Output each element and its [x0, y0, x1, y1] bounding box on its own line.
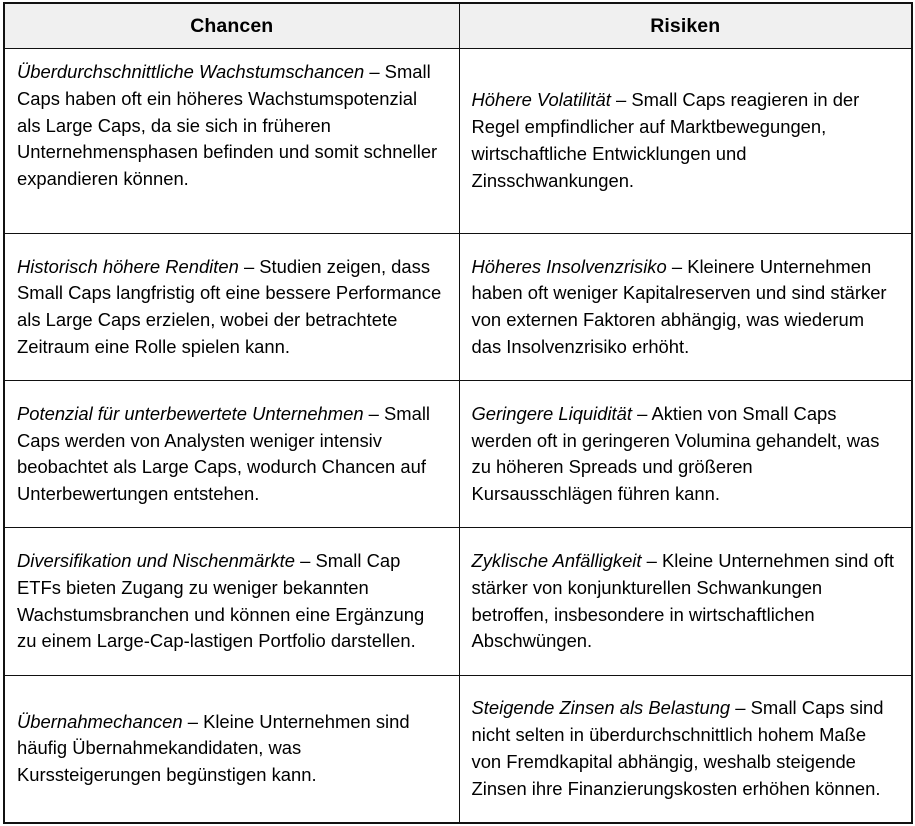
chancen-risiken-table	[3, 2, 913, 824]
chance-cell	[4, 233, 459, 380]
chance-cell	[4, 675, 459, 823]
risk-lead: Höheres Insolvenzrisiko	[471, 255, 667, 277]
risk-cell	[459, 528, 912, 675]
risk-cell	[459, 675, 912, 823]
column-header-risiken: Risiken	[459, 3, 912, 49]
risk-separator: –	[610, 89, 632, 111]
risk-separator: –	[641, 549, 662, 571]
table-row	[4, 675, 912, 823]
chance-separator: –	[295, 549, 316, 571]
chance-lead: Historisch höhere Renditen	[17, 255, 239, 277]
risk-body: Small Caps sind nicht selten in überdurchschnittlich hohem Maße von Fremdkapital abhängig, weshalb steigende Zinsen ihre Finanzierungskosten erhöhen können.	[471, 697, 884, 799]
chance-cell	[4, 528, 459, 675]
chance-separator: –	[182, 710, 204, 732]
chance-body: Small Caps werden von Analysten weniger intensiv beobachtet als Large Caps, wodurch Chancen auf Unterbewertungen entstehen.	[17, 402, 431, 505]
chance-body: Kleine Unternehmen sind häufig Übernahmekandidaten, was Kurssteigerungen begünstigen kann.	[17, 710, 410, 786]
chance-lead: Überdurchschnittliche Wachstumschancen	[17, 61, 365, 82]
chance-cell	[4, 49, 459, 234]
chance-lead: Diversifikation und Nischenmärkte	[17, 549, 296, 571]
risk-separator: –	[666, 255, 688, 277]
risk-cell	[459, 49, 912, 234]
chance-body: Studien zeigen, dass Small Caps langfristig oft eine bessere Performance als Large Caps erzielen, wobei der betrachtete Zeitraum eine Rolle spielen kann.	[17, 255, 442, 357]
risk-body: Aktien von Small Caps werden oft in geringeren Volumina gehandelt, was zu höheren Spreads und größeren Kursausschlägen führen kann.	[471, 402, 880, 505]
risk-lead: Zyklische Anfälligkeit	[471, 549, 642, 571]
chance-lead: Übernahmechancen	[17, 710, 183, 732]
risk-body: Kleine Unternehmen sind oft stärker von konjunkturellen Schwankungen betroffen, insbesondere in wirtschaftlichen Abschwüngen.	[471, 549, 895, 652]
table-row	[4, 381, 912, 528]
risk-separator: –	[730, 697, 751, 719]
risk-cell	[459, 381, 912, 528]
risk-separator: –	[632, 402, 652, 424]
chance-body: Small Cap ETFs bieten Zugang zu weniger bekannten Wachstumsbranchen und können eine Ergänzung zu einem Large-Cap-lastigen Portfolio darstellen.	[17, 549, 425, 652]
table-header	[4, 3, 912, 49]
risk-body: Small Caps reagieren in der Regel empfindlicher auf Marktbewegungen, wirtschaftliche Entwicklungen und Zinsschwankungen.	[471, 89, 860, 191]
chance-separator: –	[364, 61, 385, 82]
chance-cell	[4, 381, 459, 528]
table-row	[4, 233, 912, 380]
chance-separator: –	[238, 255, 260, 277]
risk-body: Kleinere Unternehmen haben oft weniger Kapitalreserven und sind stärker von externen Faktoren abhängig, was wiederum das Insolvenzrisiko erhöht.	[471, 255, 887, 357]
header-row	[4, 3, 912, 49]
risk-lead: Geringere Liquidität	[471, 402, 633, 424]
risk-lead: Höhere Volatilität	[471, 89, 611, 111]
table-body	[4, 49, 912, 824]
risk-cell	[459, 233, 912, 380]
table-row	[4, 528, 912, 675]
chance-body: Small Caps haben oft ein höheres Wachstumspotenzial als Large Caps, da sie sich in früheren Unternehmensphasen befinden und somit schneller expandieren können.	[17, 61, 438, 190]
table-row	[4, 49, 912, 234]
chance-separator: –	[363, 402, 385, 424]
chance-lead: Potenzial für unterbewertete Unternehmen	[17, 402, 364, 424]
risk-lead: Steigende Zinsen als Belastung	[471, 697, 731, 719]
column-header-chancen: Chancen	[4, 3, 459, 49]
